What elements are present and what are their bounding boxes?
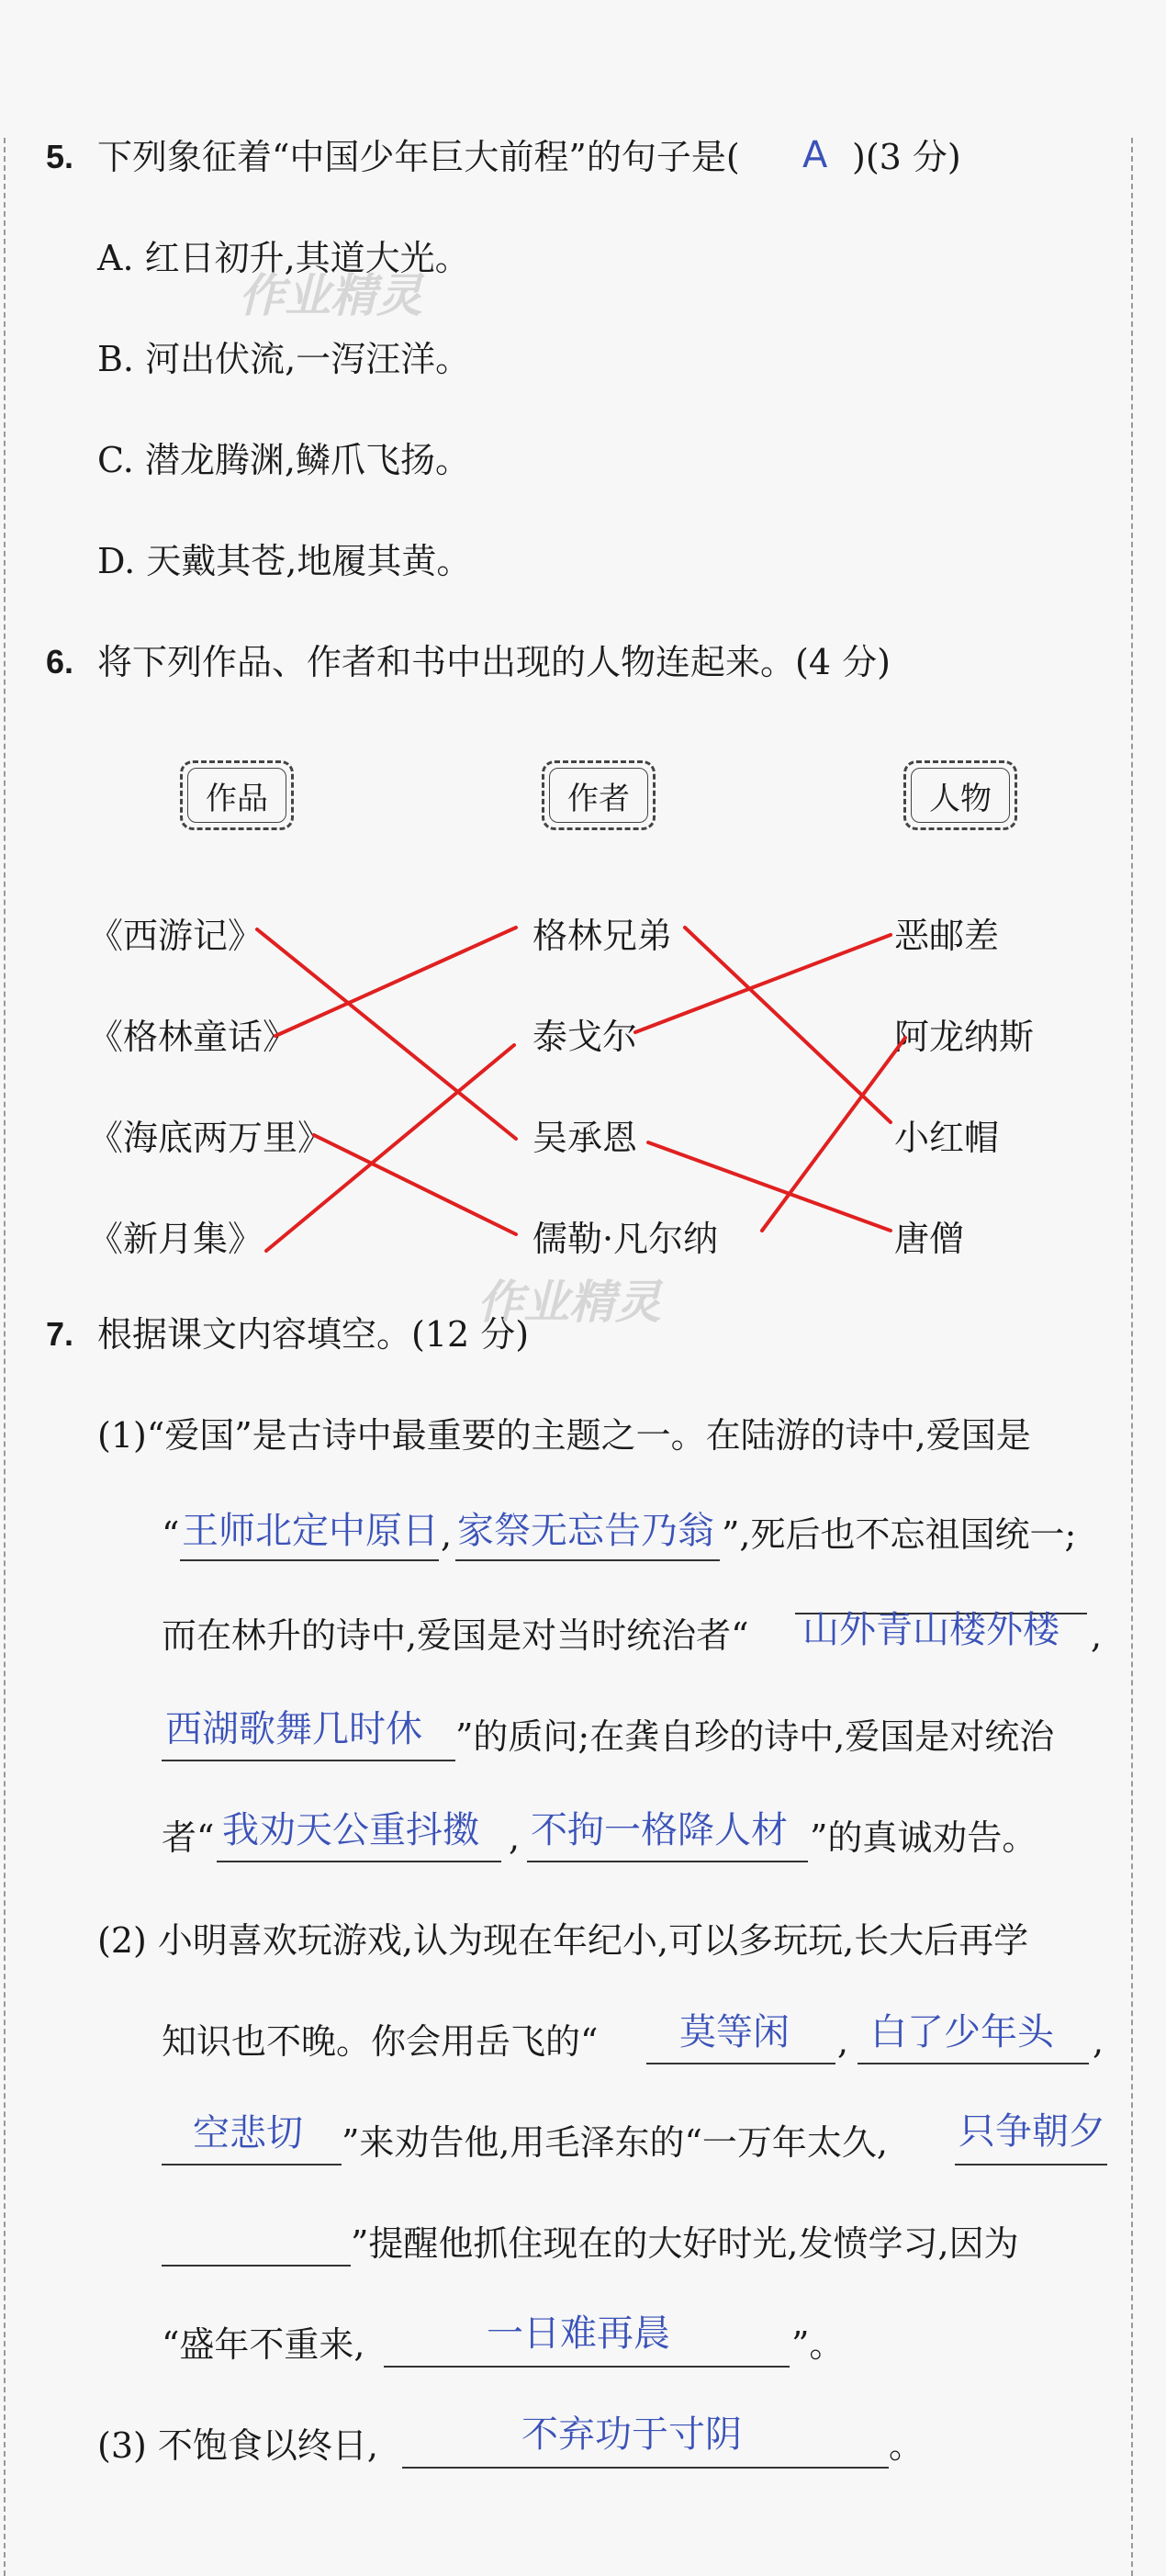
q5-number: 5. bbox=[46, 138, 74, 175]
q5-stem: 下列象征着“中国少年巨大前程”的句子是( bbox=[97, 137, 740, 177]
comma: , bbox=[1091, 1615, 1103, 1656]
header-authors: 作者 bbox=[542, 760, 656, 830]
q7-1-line2-rest: ”,死后也不忘祖国统一; bbox=[722, 1514, 1077, 1555]
blank-line bbox=[217, 1861, 501, 1862]
answer-text: 我劝天公重抖擞 bbox=[222, 1809, 479, 1851]
character-item: 阿龙纳斯 bbox=[894, 1017, 1035, 1057]
header-characters: 人物 bbox=[903, 760, 1017, 830]
match-line-tagore-postman bbox=[635, 935, 891, 1032]
author-item: 格林兄弟 bbox=[533, 916, 673, 956]
q7-1-line5-pre: 者“ bbox=[162, 1817, 215, 1858]
match-line-haidi-verne bbox=[314, 1135, 516, 1234]
period: 。 bbox=[889, 2425, 925, 2466]
blank-line bbox=[858, 2063, 1089, 2064]
q7-stem: 根据课文内容填空。(12 分) bbox=[97, 1314, 530, 1355]
comma: , bbox=[509, 1817, 521, 1858]
comma: , bbox=[441, 1514, 453, 1555]
answer-text: 王师北定中原日 bbox=[182, 1510, 439, 1552]
work-item: 《新月集》 bbox=[88, 1219, 263, 1259]
answer-text: 西湖歌舞几时休 bbox=[165, 1708, 422, 1750]
comma: , bbox=[837, 2021, 849, 2062]
q7-2-line4-rest: ”提醒他抓住现在的大好时光,发愤学习,因为 bbox=[351, 2223, 1019, 2264]
q6-number: 6. bbox=[46, 643, 74, 681]
answer-text: 一日难再晨 bbox=[487, 2312, 670, 2355]
right-dashed-margin bbox=[1131, 138, 1133, 2576]
q7-2-line1: (2) 小明喜欢玩游戏,认为现在年纪小,可以多玩玩,长大后再学 bbox=[97, 1920, 1029, 1961]
q7-1-line5-rest: ”的真诚劝告。 bbox=[810, 1817, 1037, 1858]
comma: , bbox=[1093, 2021, 1104, 2062]
blank-line bbox=[180, 1559, 439, 1561]
character-item: 小红帽 bbox=[894, 1118, 1000, 1158]
q7-1-line3: 而在林升的诗中,爱国是对当时统治者“ bbox=[162, 1615, 749, 1656]
q5-answer: A bbox=[802, 134, 828, 176]
work-item: 《海底两万里》 bbox=[88, 1118, 333, 1158]
work-item: 《西游记》 bbox=[88, 916, 263, 956]
blank-line bbox=[455, 1559, 720, 1561]
header-works: 作品 bbox=[180, 760, 294, 830]
q7-1-line4-rest: ”的质问;在龚自珍的诗中,爱国是对统治 bbox=[455, 1716, 1055, 1757]
q7-2-line5-pre: “盛年不重来, bbox=[162, 2324, 365, 2365]
blank-line bbox=[162, 1760, 455, 1761]
left-dashed-margin bbox=[4, 138, 6, 2576]
q7-2-line3-rest: ”来劝告他,用毛泽东的“一万年太久, bbox=[342, 2122, 889, 2163]
character-item: 唐僧 bbox=[894, 1219, 965, 1259]
blank-line bbox=[527, 1861, 808, 1862]
open-quote: “ bbox=[162, 1514, 180, 1555]
character-item: 恶邮差 bbox=[894, 916, 1000, 956]
q5-option-c: C. 潜龙腾渊,鳞爪飞扬。 bbox=[97, 440, 470, 480]
answer-text: 不拘一格降人材 bbox=[531, 1809, 788, 1851]
match-line-verne-aronnax bbox=[762, 1038, 905, 1231]
blank-line bbox=[384, 2366, 790, 2368]
q5-option-d: D. 天戴其苍,地履其黄。 bbox=[97, 541, 472, 581]
q7-2-line5-rest: ”。 bbox=[791, 2324, 845, 2365]
answer-text: 莫等闲 bbox=[679, 2011, 790, 2053]
q5-option-b: B. 河出伏流,一泻汪洋。 bbox=[97, 339, 471, 379]
match-line-grimm-redhood bbox=[685, 928, 891, 1122]
work-item: 《格林童话》 bbox=[88, 1017, 298, 1057]
blank-line bbox=[955, 2164, 1107, 2165]
answer-text: 白了少年头 bbox=[870, 2011, 1054, 2053]
watermark-logo: 作业精灵 bbox=[477, 1276, 661, 1329]
author-item: 泰戈尔 bbox=[533, 1017, 638, 1057]
match-line-grimm-brothers bbox=[275, 928, 516, 1036]
answer-text: 只争朝夕 bbox=[959, 2110, 1105, 2153]
blank-line bbox=[402, 2467, 889, 2469]
q7-3-line1: (3) 不饱食以终日, bbox=[97, 2425, 378, 2466]
q7-1-line1: (1)“爱国”是古诗中最重要的主题之一。在陆游的诗中,爱国是 bbox=[97, 1415, 1031, 1456]
answer-text: 山外青山楼外楼 bbox=[802, 1609, 1059, 1651]
author-item: 吴承恩 bbox=[533, 1118, 638, 1158]
blank-line bbox=[162, 2265, 351, 2267]
blank-line bbox=[162, 2164, 342, 2165]
q7-2-line2: 知识也不晚。你会用岳飞的“ bbox=[162, 2021, 599, 2062]
watermark-logo: 作业精灵 bbox=[239, 269, 422, 322]
answer-text: 家祭无忘告乃翁 bbox=[457, 1510, 714, 1552]
q6-stem: 将下列作品、作者和书中出现的人物连起来。(4 分) bbox=[97, 642, 891, 682]
q7-number: 7. bbox=[46, 1315, 74, 1353]
author-item: 儒勒·凡尔纳 bbox=[533, 1219, 719, 1259]
blank-line bbox=[646, 2063, 835, 2064]
q5-score: )(3 分) bbox=[852, 137, 961, 177]
q5-option-a: A. 红日初升,其道大光。 bbox=[97, 238, 470, 278]
answer-text: 不弃功于寸阴 bbox=[521, 2413, 742, 2456]
answer-text: 空悲切 bbox=[193, 2112, 303, 2154]
